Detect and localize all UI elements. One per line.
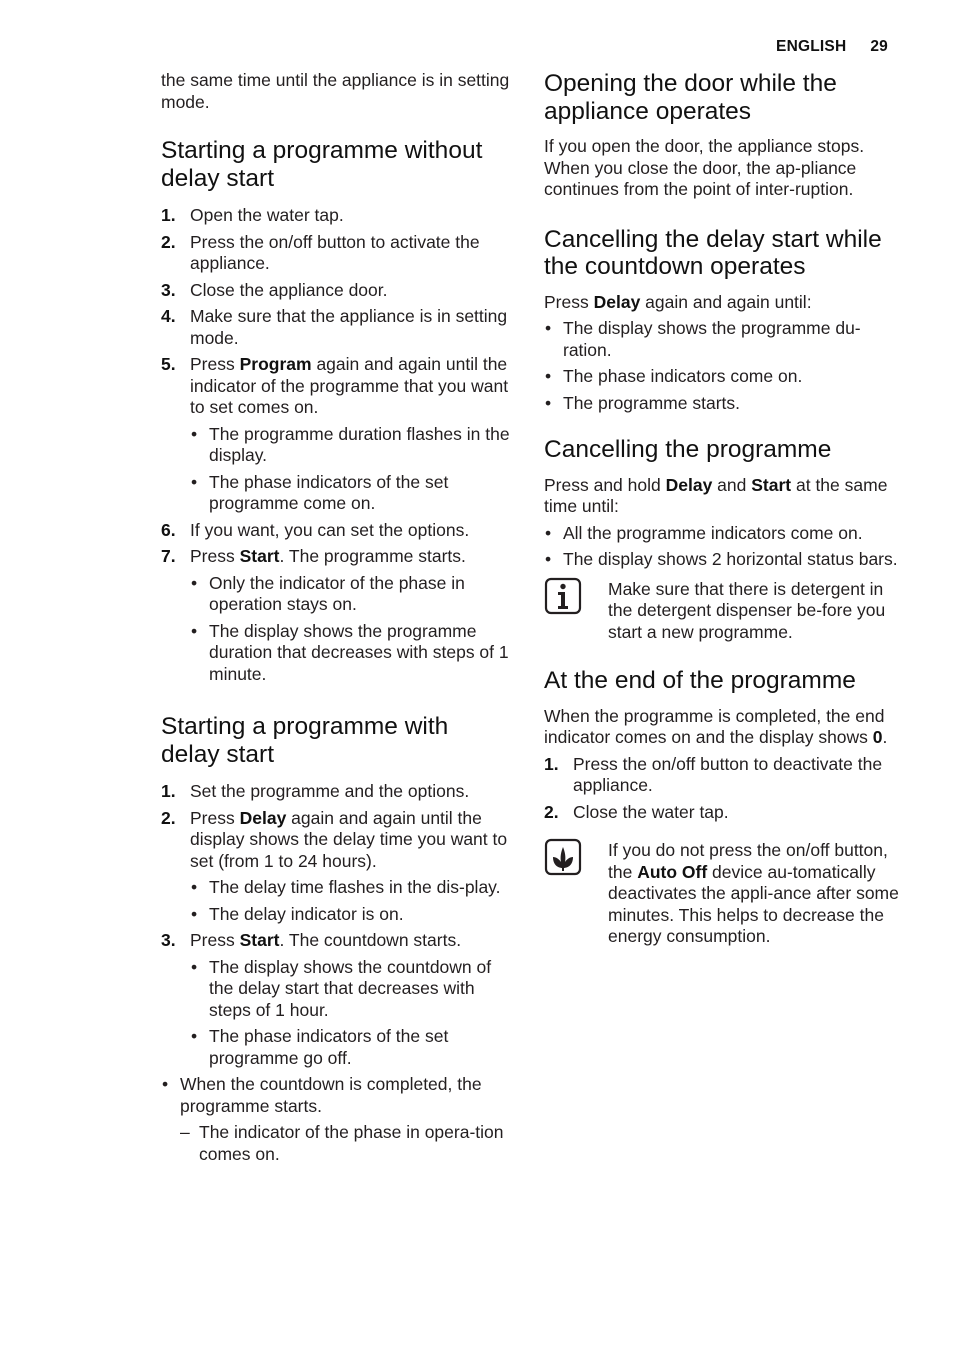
bullet-item: • The display shows the countdown of the delay start that decreases with steps of 1 hour. (190, 957, 511, 1022)
heading-opening-door: Opening the door while the appliance operates (544, 70, 837, 125)
heading-start-with-delay: Starting a programme with delay start (161, 713, 449, 768)
step-1 (544, 754, 899, 797)
end-programme-steps (544, 754, 899, 824)
bullet-text: When the countdown is completed, the programme starts. (180, 1074, 482, 1116)
heading-cancel-programme: Cancelling the programme (544, 436, 832, 463)
step-3 (161, 930, 511, 1069)
cancel-delay-bullets (544, 318, 899, 414)
intro-text: Press (544, 291, 594, 312)
bullet-item: • The display shows 2 horizontal status bars. (544, 549, 899, 571)
heading-end-of-programme: At the end of the programme (544, 667, 856, 694)
intro-paragraph: the same time until the appliance is in setting mode. (161, 70, 510, 112)
dash-list (180, 1122, 511, 1165)
intro-text: again and again until: (640, 291, 812, 312)
step-3-bullets (190, 957, 511, 1070)
step-2 (161, 232, 511, 275)
bullet-item: • The phase indicators of the set programme come on. (190, 472, 511, 515)
step-number: 1. (544, 753, 559, 774)
dash-item: – The indicator of the phase in opera-tion comes on. (180, 1122, 511, 1165)
step-number: 1. (161, 205, 176, 225)
step-text: . The countdown starts. (279, 930, 462, 950)
button-name-start: Start (751, 474, 792, 495)
step-number: 6. (161, 519, 176, 540)
page-header (776, 38, 888, 56)
bullet-item: • The delay time flashes in the dis-play. (190, 877, 511, 899)
step-7-bullets (190, 573, 511, 686)
bullet-item: • The programme duration flashes in the display. (190, 424, 511, 467)
step-6 (161, 520, 511, 542)
step-text: Press the on/off button to activate the appliance. (190, 231, 480, 273)
step-text: . The programme starts. (279, 546, 466, 566)
step-text: Press the on/off button to deactivate the appliance. (573, 753, 883, 795)
bullet-item: • The delay indicator is on. (190, 904, 511, 926)
step-text: Close the water tap. (573, 801, 729, 822)
step-5 (161, 354, 511, 515)
eco-leaf-icon (544, 838, 582, 876)
bullet-item: • The display shows the programme duration that decreases with steps of 1 minute. (190, 621, 511, 686)
heading-cancel-delay: Cancelling the delay start while the countdown operates (544, 225, 882, 280)
step-3 (161, 280, 511, 302)
step-2 (161, 808, 511, 926)
step-text: Make sure that the appliance is in setting mode. (190, 306, 508, 348)
button-name-start: Start (239, 546, 280, 566)
cancel-programme-bullets (544, 523, 899, 571)
step-1 (161, 205, 511, 227)
info-icon (544, 577, 582, 615)
end-programme-intro (544, 706, 899, 749)
note-text: device au-tomatically deactivates the appli-ance after some minutes. This helps to decrease the energy consumption. (608, 861, 899, 946)
device-name-auto-off: Auto Off (637, 861, 708, 882)
step-text: again and again until the display shows the delay time you want to set (from 1 to 24 hours). (190, 807, 508, 871)
step-2 (544, 802, 899, 824)
heading-start-without-delay: Starting a programme without delay start (161, 137, 483, 192)
step-number: 5. (161, 354, 176, 374)
step-5-bullets (190, 424, 511, 515)
step-number: 7. (161, 546, 176, 566)
step-2-bullets (190, 877, 511, 925)
step-1 (161, 781, 511, 803)
step-text: Press (190, 546, 240, 566)
bullet-item: • All the programme indicators come on. (544, 523, 899, 545)
intro-text: When the programme is completed, the end indicator comes on and the display shows (544, 705, 885, 747)
note-text: If you do not press the on/off button, the (608, 840, 888, 882)
bullet-item: • The display shows the programme du-ration. (544, 318, 899, 361)
step-text: Set the programme and the options. (190, 781, 470, 801)
bullet-item: • The phase indicators of the set programme go off. (190, 1026, 511, 1069)
intro-text: Press and hold (544, 474, 666, 495)
step-text: again and again until the indicator of the programme that you want to set comes on. (190, 354, 509, 417)
step-4 (161, 306, 511, 349)
bullet-item: • The phase indicators come on. (544, 366, 899, 388)
step-text: Open the water tap. (190, 205, 344, 225)
info-note (544, 579, 899, 644)
steps-without-delay (161, 205, 511, 685)
bullet-item: • Only the indicator of the phase in operation stays on. (190, 573, 511, 616)
intro-text: at the same time until: (544, 474, 888, 516)
right-column (544, 70, 899, 948)
page-number: 29 (870, 38, 888, 55)
intro-text: . (882, 727, 888, 747)
steps-with-delay (161, 781, 511, 1069)
countdown-complete-bullets (161, 1074, 511, 1165)
display-value-zero: 0 (872, 727, 883, 747)
step-text: Press (190, 354, 240, 374)
intro-text: and (712, 474, 752, 495)
step-number: 3. (161, 279, 176, 300)
environment-note (544, 840, 899, 948)
cancel-delay-intro (544, 292, 899, 314)
button-name-delay: Delay (239, 807, 287, 828)
step-number: 2. (161, 807, 176, 828)
step-text: Close the appliance door. (190, 279, 388, 300)
step-text: Press (190, 807, 240, 828)
cancel-programme-intro (544, 475, 899, 518)
button-name-start: Start (239, 930, 280, 950)
header-language: ENGLISH (776, 38, 847, 55)
environment-note-text (608, 840, 899, 948)
bullet-item (161, 1074, 511, 1165)
step-number: 2. (544, 801, 559, 822)
button-name-delay: Delay (665, 474, 713, 495)
step-text: If you want, you can set the options. (190, 519, 470, 540)
step-number: 1. (161, 781, 176, 801)
step-number: 4. (161, 306, 176, 326)
bullet-item: • The programme starts. (544, 393, 899, 415)
step-number: 2. (161, 231, 176, 252)
button-name-program: Program (239, 354, 312, 374)
step-text: Press (190, 930, 240, 950)
opening-door-text: If you open the door, the appliance stops. When you close the door, the ap-pliance continues from the point of inter-ruption. (544, 136, 865, 199)
step-7 (161, 546, 511, 685)
step-number: 3. (161, 930, 176, 950)
info-note-text: Make sure that there is detergent in the detergent dispenser be-fore you start a new programme. (608, 578, 886, 642)
button-name-delay: Delay (593, 291, 641, 312)
left-column (161, 70, 511, 1170)
